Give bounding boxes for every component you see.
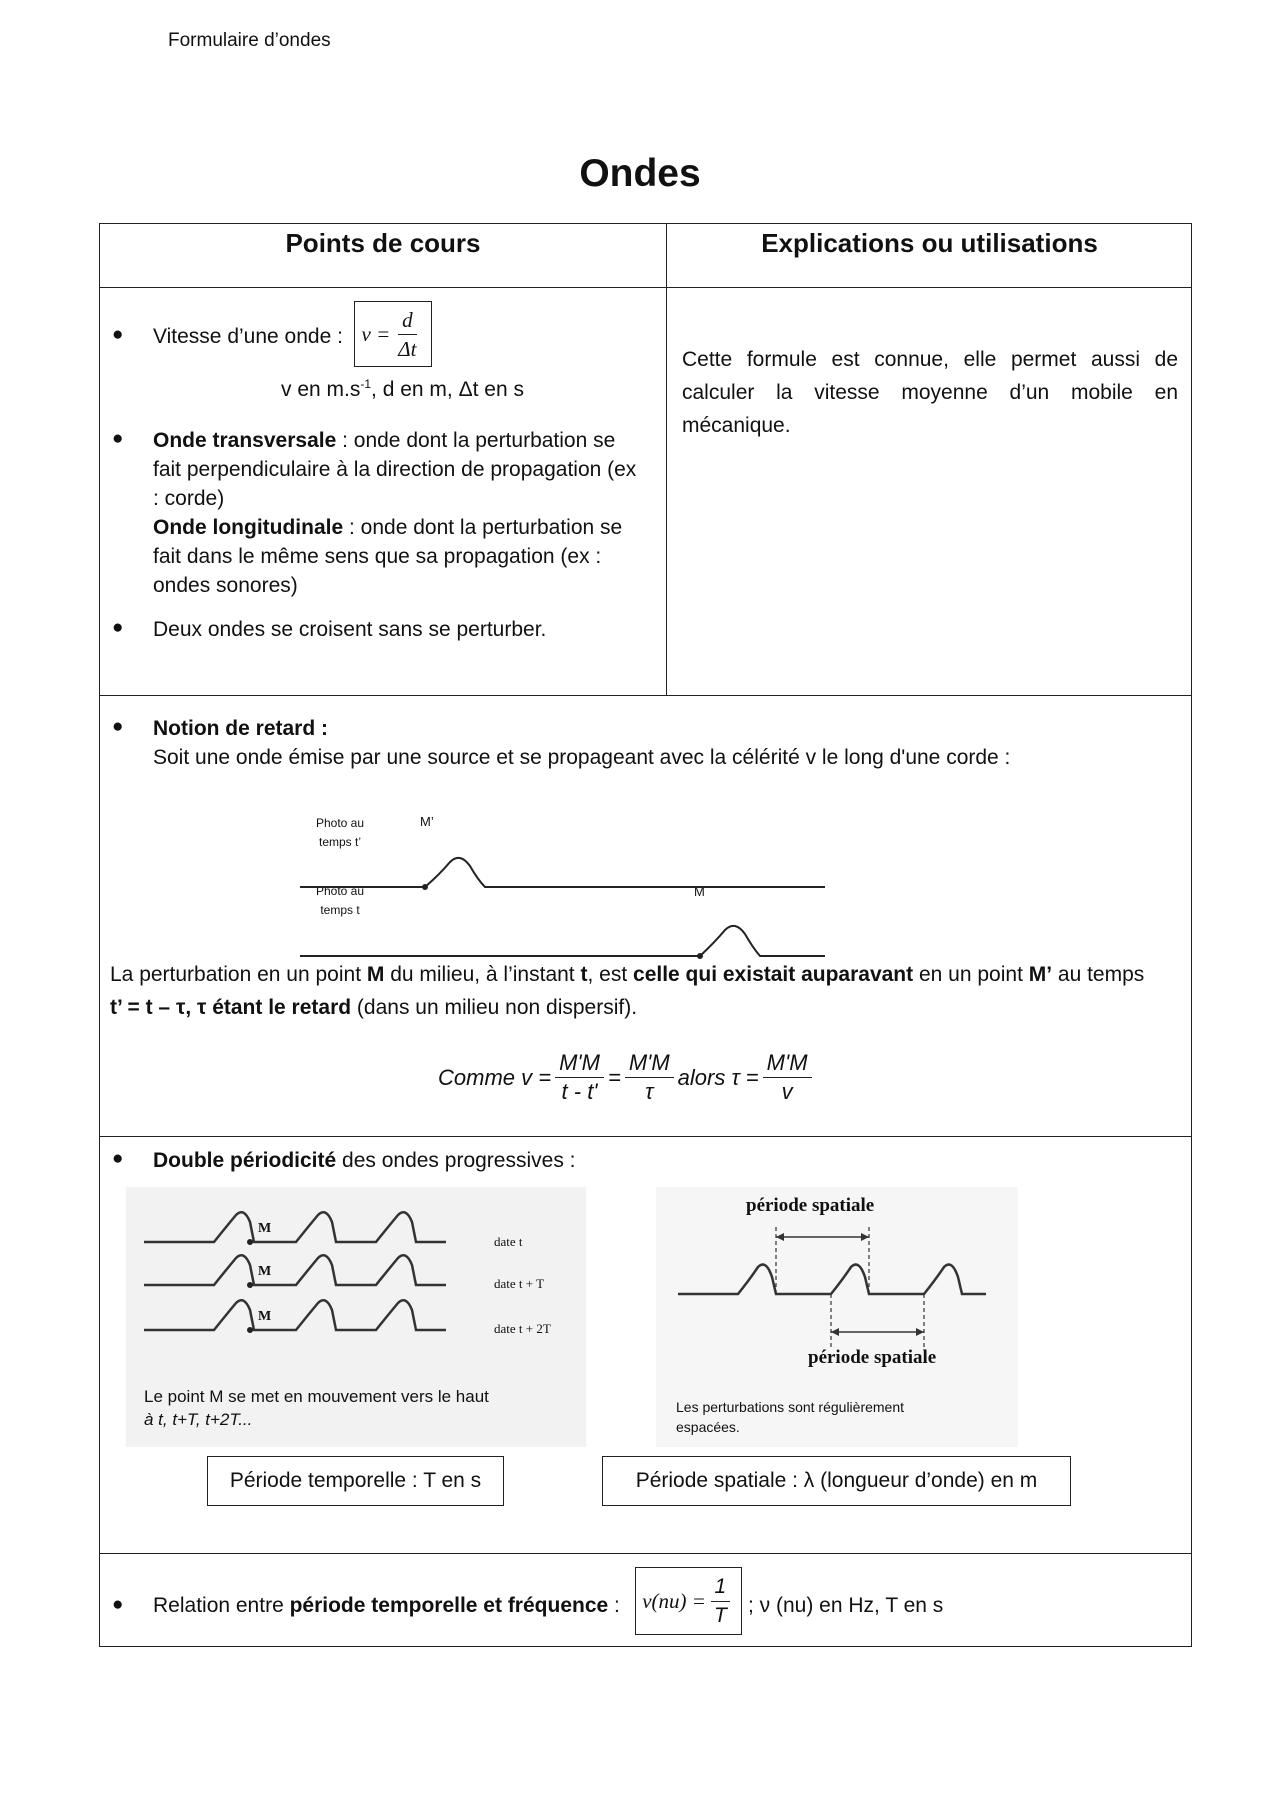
p-t: t [580,963,588,986]
wave-line-t [300,926,825,956]
col1-header: Points de cours [285,228,481,258]
p2: du milieu, à l’instant [384,963,581,986]
freq-formula-den: T [713,1603,727,1627]
course-table [99,223,1192,1647]
point-m-2 [247,1282,253,1288]
temporal-caption-1: Le point M se met en mouvement vers le haut [144,1387,489,1406]
header-divider [100,287,1191,288]
formula-eq: = [607,1064,621,1090]
formula-alors: alors τ = [677,1064,759,1090]
arrow-head-3 [831,1328,839,1336]
f1-num: M'M [555,1049,604,1078]
bullet-icon: ● [112,1148,124,1169]
wave-photo-diagram-2 [290,874,930,964]
transversal-text: : onde dont la perturbation se fait perpendiculaire à la direction de propagation (ex : corde) [153,429,637,510]
double-periodicity-rest: des ondes progressives : [336,1149,576,1172]
p6: (dans un milieu non dispersif). [351,996,638,1019]
m-label-2: M [258,1264,272,1279]
formula-comme: Comme v = [438,1064,552,1090]
photo1-point-label: M’ [420,814,434,829]
date-1: date t [494,1234,523,1249]
p3: , est [587,963,634,986]
p-m: M [366,963,385,986]
page-header: Formulaire d’ondes [168,30,331,51]
units-exp: -1 [360,377,372,391]
explanation-text: Cette formule est connue, elle permet aussi de calculer la vitesse moyenne d’un mobile en mécanique. [682,348,1178,437]
photo2-line2: temps t [320,903,360,917]
arrow-head-2 [861,1233,869,1241]
wave-types-text [153,426,643,600]
spatial-caption [676,1397,904,1437]
photo1-line1: Photo au [315,816,365,830]
f3-den: v [781,1079,793,1104]
retard-formula [438,1049,816,1106]
speed-formula-fraction [394,306,420,363]
speed-units [281,370,524,404]
column-divider [666,224,667,695]
wave-date-t-plus-t [144,1255,446,1285]
photo2-point-label: M [694,884,705,899]
date-3: date t + 2T [494,1321,551,1336]
longitudinal-title: Onde longitudinale [153,516,344,539]
wave-date-t-plus-2t [144,1300,446,1330]
p5: au temps [1052,963,1145,986]
wave-date-t [144,1212,446,1242]
f2-den: τ [645,1079,654,1104]
freq-text-post: : [608,1594,620,1617]
spatial-caption-1: Les perturbations sont régulièrement [676,1399,905,1415]
frequency-units: ; ν (nu) en Hz, T en s [748,1594,944,1617]
spatial-wave [678,1265,986,1294]
freq-formula-num: 1 [711,1573,731,1602]
freq-formula-fraction [710,1573,731,1630]
row-divider-2 [100,1136,1191,1137]
m-label-1: M [258,1221,272,1236]
f3-num: M'M [763,1049,812,1078]
frequency-relation [153,1591,620,1620]
retard-intro: Soit une onde émise par une source et se propageant avec la célérité v le long d'une corde : [153,746,1011,769]
speed-formula-v: v = [361,321,391,346]
photo2-line1: Photo au [315,884,365,898]
longitudinal-text: : onde dont la perturbation se fait dans le même sens que sa propagation (ex : ondes sonores) [153,516,623,597]
freq-text-bold: période temporelle et fréquence [289,1594,609,1617]
bullet-icon: ● [112,428,124,449]
spatial-caption-2: espacées. [676,1419,740,1435]
spatial-period-box: Période spatiale : λ (longueur d’onde) en m [602,1456,1071,1506]
spatial-label-bottom: période spatiale [808,1347,937,1368]
bullet-icon: ● [112,324,124,345]
m-label-3: M [258,1309,272,1324]
p-bold1: celle qui existait auparavant [633,963,914,986]
double-periodicity-bold: Double périodicité [153,1149,337,1172]
date-2: date t + T [494,1276,545,1291]
retard-explanation [110,958,1180,1024]
retard-title-text: Notion de retard : [153,717,329,740]
arrow-head-4 [916,1328,924,1336]
retard-title [153,714,328,743]
p1: La perturbation en un point [110,963,367,986]
page-title: Ondes [579,152,701,195]
temporal-period-figure [126,1187,586,1447]
bullet-icon: ● [112,617,124,638]
temporal-period-box: Période temporelle : T en s [207,1456,504,1506]
bullet-icon: ● [112,1594,124,1615]
col2-header: Explications ou utilisations [761,228,1098,258]
spatial-label-top: période spatiale [746,1195,875,1216]
row-divider-1 [100,695,1191,696]
p-mp: M’ [1028,963,1053,986]
p4: en un point [913,963,1029,986]
units-pre: v en m.s [281,378,361,401]
spatial-waves [656,1187,1018,1377]
speed-formula-den: Δt [398,336,417,361]
arrow-head-1 [776,1233,784,1241]
double-periodicity-title [153,1146,575,1175]
formula-frac1 [555,1049,604,1106]
speed-formula-num: d [398,306,417,335]
temporal-caption [144,1385,489,1431]
point-m-3 [247,1327,253,1333]
f2-num: M'M [625,1049,674,1078]
freq-text-pre: Relation entre [153,1594,290,1617]
formula-frac3 [763,1049,812,1106]
spatial-period-figure [656,1187,1018,1447]
formula-frac2 [625,1049,674,1106]
photo1-line2: temps t’ [318,835,361,849]
speed-formula-box [354,301,432,367]
frequency-formula-box [635,1567,742,1635]
freq-formula-lhs: ν(nu) = [642,1588,706,1613]
f1-den: t - t' [561,1079,598,1104]
row-divider-3 [100,1553,1191,1554]
point-m-1 [247,1239,253,1245]
transversal-title: Onde transversale [153,429,337,452]
bullet-icon: ● [112,716,124,737]
units-post: , d en m, Δt en s [371,378,524,401]
speed-label: Vitesse d’une onde : [153,325,343,348]
temporal-caption-2: à t, t+T, t+2T... [144,1410,253,1429]
cross-text: Deux ondes se croisent sans se perturber. [153,618,547,641]
p-bold2: t’ = t – τ, τ étant le retard [110,996,352,1019]
